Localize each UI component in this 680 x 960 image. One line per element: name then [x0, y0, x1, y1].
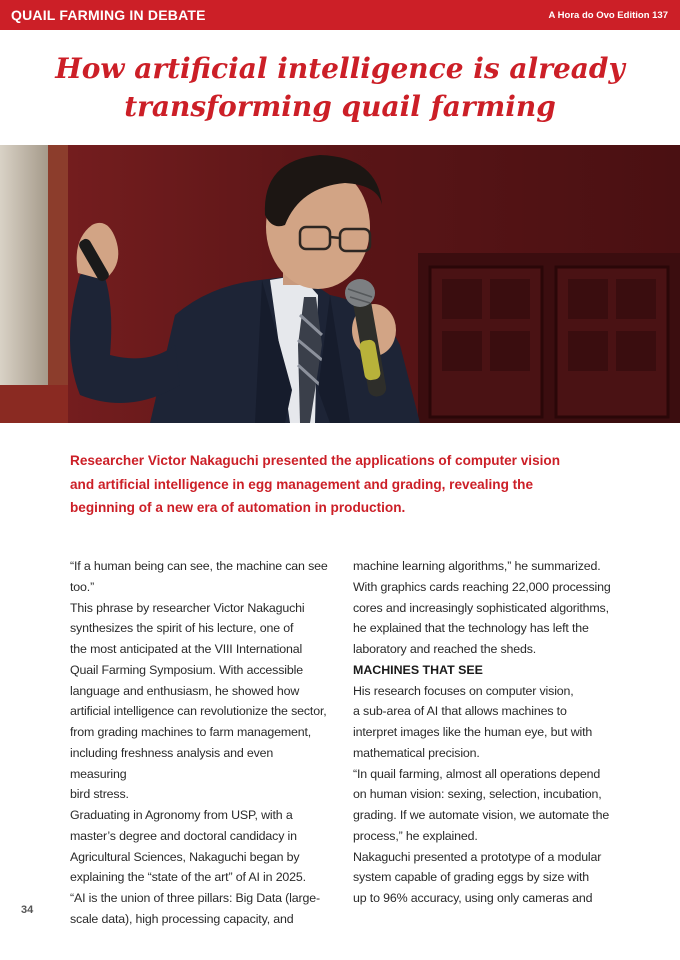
text-line: interpret images like the human eye, but with [353, 725, 593, 739]
text-line: laboratory and reached the sheds. [353, 642, 537, 656]
article-column-right [353, 556, 615, 909]
text-line: “If a human being can see, the machine can see [70, 559, 328, 573]
text-line: the most anticipated at the VIII International [70, 642, 303, 656]
text-line: machine learning algorithms,” he summarized. [353, 559, 601, 573]
text-line: explaining the “state of the art” of AI in 2025. [70, 870, 306, 885]
text-line: Quail Farming Symposium. With accessible [70, 662, 303, 677]
article-column-left [70, 556, 332, 930]
section-title: QUAIL FARMING IN DEBATE [11, 7, 206, 23]
lede-line-3: beginning of a new era of automation in production. [70, 500, 406, 515]
edition-label: A Hora do Ovo Edition 137 [548, 10, 668, 21]
text-line: This phrase by researcher Victor Nakaguchi [70, 600, 305, 615]
article-headline [0, 50, 680, 126]
text-line: including freshness analysis and even measuring [70, 745, 274, 781]
text-line: system capable of grading eggs by size with [353, 870, 589, 885]
lede-line-1: Researcher Victor Nakaguchi presented the applications of computer vision [70, 453, 561, 468]
text-line: scale data), high processing capacity, and [70, 911, 294, 926]
subheading-machines-that-see: MACHINES THAT SEE [353, 662, 483, 677]
text-line: Graduating in Agronomy from USP, with a [70, 808, 293, 822]
text-line: Agricultural Sciences, Nakaguchi began by [70, 849, 300, 864]
speaker-photo-illustration [0, 145, 680, 423]
section-header-bar [0, 0, 680, 30]
text-line: His research focuses on computer vision, [353, 683, 574, 698]
headline-line-2: transforming quail farming [124, 90, 556, 123]
page-number: 34 [21, 904, 34, 916]
text-line: “AI is the union of three pillars: Big Data (large- [70, 891, 320, 905]
text-line: artificial intelligence can revolutionize the sector, [70, 704, 327, 719]
text-line: from grading machines to farm management, [70, 725, 312, 739]
text-line: a sub-area of AI that allows machines to [353, 704, 567, 719]
text-line: Nakaguchi presented a prototype of a modular [353, 849, 602, 864]
lede-line-2: and artificial intelligence in egg management and grading, revealing the [70, 476, 534, 492]
text-line: too.” [70, 579, 95, 594]
text-line: master’s degree and doctoral candidacy in [70, 828, 297, 843]
article-lede [70, 449, 610, 520]
text-line: on human vision: sexing, selection, incubation, [353, 787, 602, 802]
headline-line-1: How artificial intelligence is already [55, 52, 625, 85]
text-line: process,” he explained. [353, 828, 478, 843]
text-line: bird stress. [70, 787, 129, 802]
speaker-photo [0, 145, 680, 423]
text-line: synthesizes the spirit of his lecture, one of [70, 621, 294, 636]
text-line: mathematical precision. [353, 745, 480, 760]
text-line: grading. If we automate vision, we automate the [353, 808, 610, 822]
text-line: cores and increasingly sophisticated algorithms, [353, 600, 609, 615]
text-line: language and enthusiasm, he showed how [70, 683, 300, 698]
text-line: “In quail farming, almost all operations depend [353, 766, 601, 781]
text-line: With graphics cards reaching 22,000 processing [353, 579, 611, 594]
text-line: he explained that the technology has left the [353, 621, 589, 636]
text-line: up to 96% accuracy, using only cameras and [353, 891, 593, 905]
